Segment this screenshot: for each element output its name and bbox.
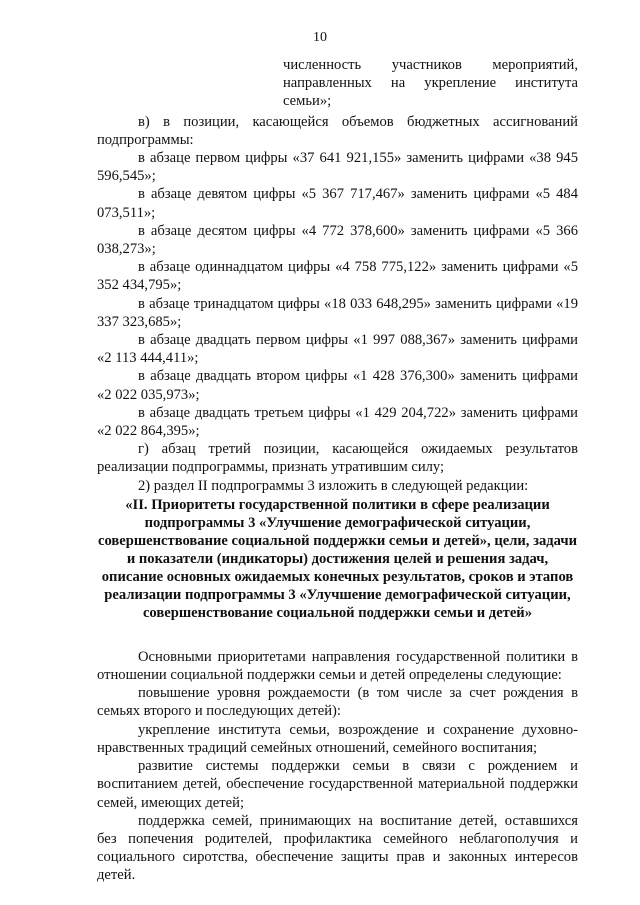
priority-item: развитие системы поддержки семьи в связи с рождением и воспитанием детей, обеспечение государственной материальной поддержки семей, имеющих детей; bbox=[97, 758, 578, 811]
table-cell-line: численность участников мероприятий, направленных на укрепление института bbox=[283, 57, 578, 92]
priority-item: укрепление института семьи, возрождение и сохранение духовно-нравственных традиций семейных отношений, семейного воспитания; bbox=[97, 721, 578, 756]
table-cell-fragment bbox=[283, 56, 578, 111]
table-cell-line: семьи»; bbox=[283, 93, 332, 110]
section-heading: «II. Приоритеты государственной политики в сфере реализации подпрограммы 3 «Улучшение демографической ситуации, совершенствование социальной поддержки семьи и детей», цели, задачи и показатели (индикаторы) достижения целей и решения задач, описание основных ожидаемых конечных результатов, сроков и этапов реализации подпрограммы 3 «Улучшение демографической ситуации, совершенствование социальной поддержки семьи и детей» bbox=[97, 496, 578, 621]
paragraph-replace: в абзаце девятом цифры «5 367 717,467» заменить цифрами «5 484 073,511»; bbox=[97, 186, 578, 221]
paragraph-replace: в абзаце двадцать втором цифры «1 428 376,300» заменить цифрами «2 022 035,973»; bbox=[97, 368, 578, 403]
spacer bbox=[97, 622, 578, 648]
paragraph-g: г) абзац третий позиции, касающейся ожидаемых результатов реализации подпрограммы, признать утратившим силу; bbox=[97, 441, 578, 476]
priority-item: повышение уровня рождаемости (в том числе за счет рождения в семьях второго и последующих детей): bbox=[97, 685, 578, 720]
priority-item: поддержка семей, принимающих на воспитание детей, оставшихся без попечения родителей, профилактика семейного неблагополучия и социального сиротства, обеспечение защиты прав и законных интересов детей. bbox=[97, 812, 578, 884]
paragraph-replace: в абзаце первом цифры «37 641 921,155» заменить цифрами «38 945 596,545»; bbox=[97, 150, 578, 185]
page-number: 10 bbox=[313, 30, 327, 45]
paragraph-section-2: 2) раздел II подпрограммы 3 изложить в следующей редакции: bbox=[138, 477, 529, 494]
paragraph-replace: в абзаце тринадцатом цифры «18 033 648,295» заменить цифрами «19 337 323,685»; bbox=[97, 295, 578, 330]
paragraph-v-intro: в) в позиции, касающейся объемов бюджетных ассигнований подпрограммы: bbox=[97, 113, 578, 148]
paragraph-replace: в абзаце двадцать первом цифры «1 997 088,367» заменить цифрами «2 113 444,411»; bbox=[97, 332, 578, 367]
paragraph-replace: в абзаце двадцать третьем цифры «1 429 204,722» заменить цифрами «2 022 864,395»; bbox=[97, 404, 578, 440]
paragraph-replace: в абзаце десятом цифры «4 772 378,600» заменить цифрами «5 366 038,273»; bbox=[97, 222, 578, 258]
priorities-intro: Основными приоритетами направления государственной политики в отношении социальной поддержки семьи и детей определены следующие: bbox=[97, 648, 578, 684]
paragraph-replace: в абзаце одиннадцатом цифры «4 758 775,122» заменить цифрами «5 352 434,795»; bbox=[97, 259, 578, 294]
document-body bbox=[97, 56, 578, 885]
